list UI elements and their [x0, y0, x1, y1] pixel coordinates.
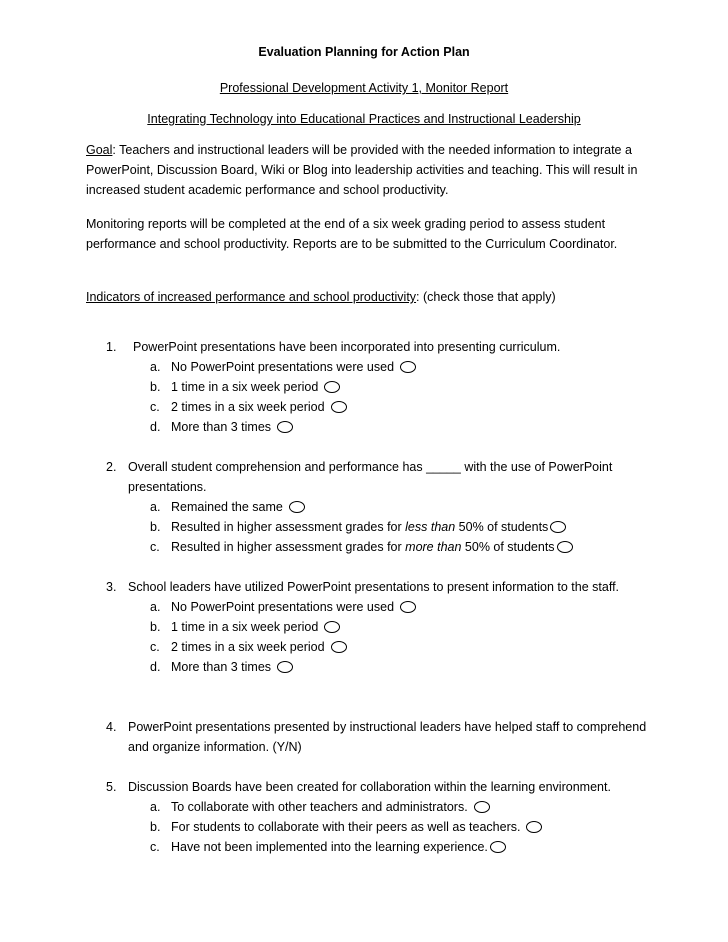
- indicators-suffix: : (check those that apply): [416, 290, 556, 304]
- option-letter: b.: [150, 520, 161, 534]
- question-number: 1.: [106, 340, 117, 354]
- goal-label: Goal: [86, 143, 113, 157]
- question-text-content: School leaders have utilized PowerPoint presentations to present information to the staff.: [128, 580, 620, 594]
- radio-button[interactable]: [277, 661, 293, 673]
- option-text: Have not been implemented into the learning experience.: [171, 840, 488, 854]
- radio-button[interactable]: [324, 381, 340, 393]
- question-text-content: PowerPoint presentations presented by instructional leaders have helped staff to comprehend and organize information. (Y/N): [128, 720, 647, 754]
- question-number: 3.: [106, 580, 117, 594]
- radio-button[interactable]: [400, 601, 416, 613]
- option-letter: a.: [150, 360, 161, 374]
- radio-button[interactable]: [331, 641, 347, 653]
- document-subtitle-activity: Professional Development Activity 1, Monitor Report: [219, 81, 509, 95]
- option-text: No PowerPoint presentations were used: [171, 600, 395, 614]
- question-text: [0, 717, 648, 757]
- option-text: More than 3 times: [171, 660, 272, 674]
- option-row: [0, 397, 728, 417]
- option-letter: c.: [150, 400, 160, 414]
- question-text: [0, 337, 653, 357]
- radio-button[interactable]: [289, 501, 305, 513]
- radio-button[interactable]: [490, 841, 506, 853]
- option-text: Resulted in higher assessment grades for: [171, 540, 406, 554]
- option-letter: b.: [150, 620, 161, 634]
- option-text: To collaborate with other teachers and administrators.: [171, 800, 468, 814]
- question-text-content: Discussion Boards have been created for collaboration within the learning environment.: [128, 780, 611, 794]
- goal-text: : Teachers and instructional leaders will be provided with the needed information to integrate a PowerPoint, Discussion Board, Wiki or Blog into leadership activities and teaching. This will result in increased student academic performance and school productivity.: [86, 143, 638, 197]
- option-row: [0, 797, 728, 817]
- question-text: [0, 577, 648, 597]
- option-row: [0, 617, 728, 637]
- option-text: 1 time in a six week period: [171, 620, 319, 634]
- option-letter: c.: [150, 640, 160, 654]
- question-text: [0, 777, 668, 797]
- question-number: 4.: [106, 720, 117, 734]
- option-row: [0, 417, 728, 437]
- question-number: 5.: [106, 780, 117, 794]
- option-text: No PowerPoint presentations were used: [171, 360, 395, 374]
- document-title: Evaluation Planning for Action Plan: [258, 45, 470, 59]
- radio-button[interactable]: [550, 521, 566, 533]
- option-row: [0, 497, 728, 517]
- indicators-label: Indicators of increased performance and school productivity: [86, 290, 417, 304]
- option-letter: d.: [150, 660, 161, 674]
- monitoring-paragraph: Monitoring reports will be completed at the end of a six week grading period to assess student performance and school productivity. Reports are to be submitted to the Curriculum Coordinator.: [86, 217, 618, 251]
- question-3: [0, 577, 728, 677]
- option-text: For students to collaborate with their peers as well as teachers.: [171, 820, 521, 834]
- option-text: Remained the same: [171, 500, 283, 514]
- question-4: [0, 717, 728, 757]
- option-emphasis: more than: [405, 540, 462, 554]
- question-text-content: Overall student comprehension and performance has _____ with the use of PowerPoint presentations.: [128, 460, 613, 494]
- question-text: [0, 457, 648, 497]
- option-letter: b.: [150, 380, 161, 394]
- radio-button[interactable]: [474, 801, 490, 813]
- option-row: [0, 357, 728, 377]
- option-emphasis: less than: [405, 520, 456, 534]
- radio-button[interactable]: [526, 821, 542, 833]
- option-row: [0, 377, 728, 397]
- option-row: [0, 637, 728, 657]
- option-text: Resulted in higher assessment grades for: [171, 520, 406, 534]
- option-text: 1 time in a six week period: [171, 380, 319, 394]
- option-letter: a.: [150, 600, 161, 614]
- document-subtitle-topic: Integrating Technology into Educational Practices and Instructional Leadership: [147, 112, 581, 126]
- question-2: [0, 457, 728, 557]
- option-letter: d.: [150, 420, 161, 434]
- option-text: More than 3 times: [171, 420, 272, 434]
- question-5: [0, 777, 728, 857]
- option-letter: b.: [150, 820, 161, 834]
- question-number: 2.: [106, 460, 117, 474]
- option-letter: c.: [150, 840, 160, 854]
- option-row: [0, 817, 728, 837]
- question-1: [0, 337, 728, 437]
- option-row: [0, 537, 728, 557]
- option-text: 50% of students: [455, 520, 549, 534]
- option-text: 2 times in a six week period: [171, 400, 325, 414]
- radio-button[interactable]: [557, 541, 573, 553]
- radio-button[interactable]: [400, 361, 416, 373]
- radio-button[interactable]: [277, 421, 293, 433]
- option-text: 2 times in a six week period: [171, 640, 325, 654]
- goal-paragraph: [86, 140, 646, 200]
- radio-button[interactable]: [324, 621, 340, 633]
- option-row: [0, 597, 728, 617]
- question-text-content: PowerPoint presentations have been incorporated into presenting curriculum.: [133, 340, 561, 354]
- indicators-heading: [86, 287, 646, 307]
- option-row: [0, 657, 728, 677]
- option-row: [0, 517, 728, 537]
- option-text: 50% of students: [461, 540, 555, 554]
- option-letter: a.: [150, 500, 161, 514]
- radio-button[interactable]: [331, 401, 347, 413]
- option-row: [0, 837, 728, 857]
- option-letter: c.: [150, 540, 160, 554]
- option-letter: a.: [150, 800, 161, 814]
